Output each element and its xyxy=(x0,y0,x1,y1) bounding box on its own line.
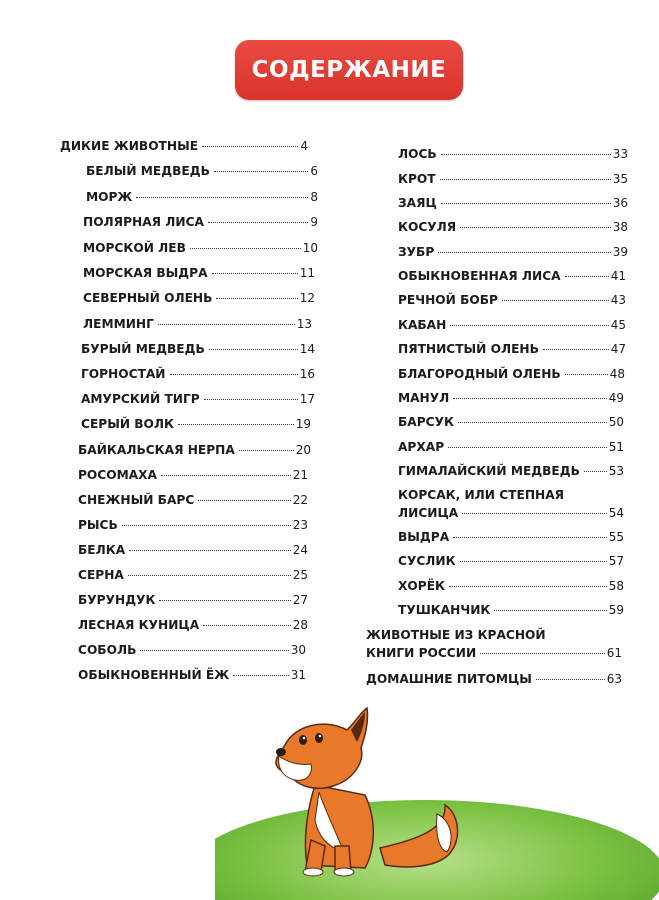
toc-entry-label: БУРУНДУК xyxy=(78,593,156,607)
dot-leader xyxy=(453,398,606,399)
toc-entry[interactable] xyxy=(78,667,306,683)
toc-entry-page: 19 xyxy=(295,417,311,431)
dot-leader xyxy=(565,374,608,375)
toc-entry-page: 43 xyxy=(610,293,626,307)
toc-entry-label: ОБЫКНОВЕННЫЙ ЁЖ xyxy=(78,668,230,682)
toc-entry[interactable] xyxy=(81,366,315,382)
toc-entry-label: ЖИВОТНЫЕ ИЗ КРАСНОЙ xyxy=(366,628,546,642)
toc-entry-label: МОРЖ xyxy=(86,190,133,204)
toc-entry-label: ОБЫКНОВЕННАЯ ЛИСА xyxy=(398,269,561,283)
toc-entry-label: БЕЛКА xyxy=(78,543,126,557)
toc-entry-page: 14 xyxy=(299,342,315,356)
toc-entry-page: 33 xyxy=(612,147,628,161)
toc-entry-page: 54 xyxy=(608,506,624,520)
toc-entry-label: МАНУЛ xyxy=(398,391,450,405)
toc-entry-label: СОБОЛЬ xyxy=(78,643,137,657)
toc-entry[interactable] xyxy=(398,341,626,357)
toc-entry-label: КНИГИ РОССИИ xyxy=(366,646,477,660)
toc-entry-page: 16 xyxy=(299,367,315,381)
toc-entry-page: 25 xyxy=(292,568,308,582)
dot-leader xyxy=(161,475,291,476)
toc-entry-label: ГИМАЛАЙСКИЙ МЕДВЕДЬ xyxy=(398,464,580,478)
toc-entry-label: ДИКИЕ ЖИВОТНЫЕ xyxy=(60,139,199,153)
toc-entry-label: ЛИСИЦА xyxy=(398,506,459,520)
page-title: СОДЕРЖАНИЕ xyxy=(251,57,447,83)
dot-leader xyxy=(460,561,607,562)
toc-entry-label: АМУРСКИЙ ТИГР xyxy=(81,392,200,406)
toc-entry[interactable] xyxy=(83,316,312,332)
toc-entry[interactable] xyxy=(398,553,624,569)
toc-entry-pets[interactable] xyxy=(366,671,622,687)
dot-leader xyxy=(212,273,298,274)
toc-entry-label: БЕЛЫЙ МЕДВЕДЬ xyxy=(86,164,210,178)
toc-entry[interactable] xyxy=(78,542,308,558)
dot-leader xyxy=(122,525,291,526)
toc-entry-label: ЛЕСНАЯ КУНИЦА xyxy=(78,618,200,632)
dot-leader xyxy=(453,537,607,538)
toc-entry[interactable] xyxy=(83,265,315,281)
toc-entry-label: ГОРНОСТАЙ xyxy=(81,367,166,381)
toc-entry[interactable] xyxy=(78,617,308,633)
toc-entry-label: ВЫДРА xyxy=(398,530,450,544)
toc-entry-label: ДОМАШНИЕ ПИТОМЦЫ xyxy=(366,672,532,686)
toc-entry-label: БАРСУК xyxy=(398,415,454,429)
toc-entry[interactable] xyxy=(78,567,308,583)
dot-leader xyxy=(129,550,291,551)
toc-entry[interactable] xyxy=(78,517,308,533)
dot-leader xyxy=(536,679,605,680)
toc-entry[interactable] xyxy=(78,442,311,458)
toc-entry-label: ТУШКАНЧИК xyxy=(398,603,491,617)
toc-entry-red-book[interactable] xyxy=(366,626,622,662)
toc-entry[interactable] xyxy=(398,414,624,430)
toc-entry-label: КОРСАК, ИЛИ СТЕПНАЯ xyxy=(398,488,565,502)
dot-leader xyxy=(480,653,605,654)
toc-entry[interactable] xyxy=(398,195,628,211)
toc-entry-label: РЫСЬ xyxy=(78,518,118,532)
toc-entry-multiline[interactable] xyxy=(398,486,624,522)
toc-entry[interactable] xyxy=(86,163,318,179)
toc-entry-label: БУРЫЙ МЕДВЕДЬ xyxy=(81,342,205,356)
toc-entry-label: КОСУЛЯ xyxy=(398,220,457,234)
toc-entry[interactable] xyxy=(398,219,628,235)
toc-entry-page: 27 xyxy=(292,593,308,607)
dot-leader xyxy=(460,227,611,228)
toc-entry-label: СЕРЫЙ ВОЛК xyxy=(81,417,175,431)
toc-entry-wild-animals[interactable] xyxy=(60,138,308,154)
toc-entry-page: 21 xyxy=(292,468,308,482)
toc-entry[interactable] xyxy=(398,317,626,333)
toc-entry[interactable] xyxy=(398,390,624,406)
toc-entry-page: 51 xyxy=(608,440,624,454)
dot-leader xyxy=(502,300,609,301)
dot-leader xyxy=(203,625,291,626)
dot-leader xyxy=(198,500,290,501)
dot-leader xyxy=(543,349,609,350)
toc-entry-page: 50 xyxy=(608,415,624,429)
contents-title-badge xyxy=(235,40,463,100)
toc-entry-page: 12 xyxy=(299,291,315,305)
toc-entry-page: 8 xyxy=(310,190,318,204)
toc-entry[interactable] xyxy=(78,642,306,658)
toc-entry-page: 24 xyxy=(292,543,308,557)
toc-entry-label: СНЕЖНЫЙ БАРС xyxy=(78,493,195,507)
toc-entry-page: 6 xyxy=(310,164,318,178)
toc-entry-page: 41 xyxy=(610,269,626,283)
dot-leader xyxy=(239,450,294,451)
toc-entry-label: КРОТ xyxy=(398,172,436,186)
toc-entry-page: 63 xyxy=(606,672,622,686)
toc-entry-page: 11 xyxy=(299,266,315,280)
dot-leader xyxy=(170,374,298,375)
toc-entry-label: ЛОСЬ xyxy=(398,147,437,161)
toc-entry-label: МОРСКОЙ ЛЕВ xyxy=(83,241,186,255)
toc-entry-page: 9 xyxy=(310,215,318,229)
toc-entry-label: СУСЛИК xyxy=(398,554,456,568)
dot-leader xyxy=(448,447,607,448)
toc-entry-page: 35 xyxy=(612,172,628,186)
toc-entry-page: 38 xyxy=(612,220,628,234)
toc-entry-page: 28 xyxy=(292,618,308,632)
toc-entry[interactable] xyxy=(78,592,308,608)
fox-eye xyxy=(299,735,307,745)
dot-leader xyxy=(565,276,609,277)
toc-entry-page: 57 xyxy=(608,554,624,568)
toc-entry-page: 20 xyxy=(295,443,311,457)
fox-nose xyxy=(276,748,286,756)
toc-entry-page: 53 xyxy=(608,464,624,478)
toc-entry[interactable] xyxy=(398,439,624,455)
toc-entry[interactable] xyxy=(398,529,624,545)
dot-leader xyxy=(190,248,301,249)
toc-entry-page: 13 xyxy=(296,317,312,331)
toc-entry[interactable] xyxy=(78,492,308,508)
toc-entry[interactable] xyxy=(398,292,626,308)
toc-entry-label: БЛАГОРОДНЫЙ ОЛЕНЬ xyxy=(398,367,561,381)
toc-entry-label: МОРСКАЯ ВЫДРА xyxy=(83,266,208,280)
dot-leader xyxy=(209,349,298,350)
dot-leader xyxy=(462,513,607,514)
toc-entry-page: 4 xyxy=(300,139,308,153)
toc-entry[interactable] xyxy=(398,244,628,260)
dot-leader xyxy=(140,650,288,651)
dot-leader xyxy=(584,471,607,472)
dot-leader xyxy=(159,600,290,601)
dot-leader xyxy=(233,675,289,676)
toc-entry[interactable] xyxy=(83,214,318,230)
toc-entry-page: 30 xyxy=(290,643,306,657)
toc-entry-page: 49 xyxy=(608,391,624,405)
toc-entry[interactable] xyxy=(78,467,308,483)
toc-entry[interactable] xyxy=(398,578,624,594)
toc-entry-page: 23 xyxy=(292,518,308,532)
dot-leader xyxy=(449,586,607,587)
dot-leader xyxy=(216,298,297,299)
toc-entry-label: РЕЧНОЙ БОБР xyxy=(398,293,498,307)
toc-entry-page: 59 xyxy=(608,603,624,617)
toc-entry[interactable] xyxy=(398,146,628,162)
toc-entry-page: 58 xyxy=(608,579,624,593)
dot-leader xyxy=(128,575,291,576)
toc-entry-label: БАЙКАЛЬСКАЯ НЕРПА xyxy=(78,443,235,457)
toc-entry-label: СЕРНА xyxy=(78,568,124,582)
dot-leader xyxy=(441,154,611,155)
toc-entry-page: 39 xyxy=(612,245,628,259)
toc-entry[interactable] xyxy=(398,366,625,382)
toc-entry[interactable] xyxy=(398,171,628,187)
fox-sitting-icon xyxy=(215,700,659,900)
toc-entry-page: 36 xyxy=(612,196,628,210)
toc-entry[interactable] xyxy=(86,189,318,205)
toc-entry[interactable] xyxy=(398,463,624,479)
dot-leader xyxy=(178,424,294,425)
dot-leader xyxy=(441,203,611,204)
toc-entry-label: АРХАР xyxy=(398,440,445,454)
toc-entry-page: 55 xyxy=(608,530,624,544)
toc-entry-page: 10 xyxy=(302,241,318,255)
toc-entry-label: ПОЛЯРНАЯ ЛИСА xyxy=(83,215,204,229)
dot-leader xyxy=(204,399,298,400)
dot-leader xyxy=(494,610,606,611)
dot-leader xyxy=(208,222,308,223)
dot-leader xyxy=(458,422,607,423)
toc-entry-page: 17 xyxy=(299,392,315,406)
dot-leader xyxy=(450,325,608,326)
toc-entry[interactable] xyxy=(81,341,315,357)
toc-entry[interactable] xyxy=(398,268,626,284)
toc-entry-page: 31 xyxy=(290,668,306,682)
toc-entry-label: ПЯТНИСТЫЙ ОЛЕНЬ xyxy=(398,342,539,356)
toc-entry-label: РОСОМАХА xyxy=(78,468,157,482)
dot-leader xyxy=(158,324,295,325)
toc-entry[interactable] xyxy=(398,602,624,618)
dot-leader xyxy=(136,197,308,198)
toc-entry-label: СЕВЕРНЫЙ ОЛЕНЬ xyxy=(83,291,213,305)
toc-entry-label: ЗАЯЦ xyxy=(398,196,437,210)
toc-entry[interactable] xyxy=(83,240,318,256)
toc-entry-page: 48 xyxy=(609,367,625,381)
dot-leader xyxy=(214,171,308,172)
toc-entry[interactable] xyxy=(83,290,315,306)
toc-entry[interactable] xyxy=(81,391,315,407)
dot-leader xyxy=(438,252,610,253)
toc-entry-page: 22 xyxy=(292,493,308,507)
toc-entry-page: 47 xyxy=(610,342,626,356)
toc-entry-label: ЗУБР xyxy=(398,245,435,259)
toc-entry-label: ЛЕММИНГ xyxy=(83,317,154,331)
toc-entry[interactable] xyxy=(81,416,311,432)
toc-entry-label: ХОРЁК xyxy=(398,579,445,593)
toc-entry-label: КАБАН xyxy=(398,318,447,332)
toc-entry-page: 45 xyxy=(610,318,626,332)
dot-leader xyxy=(202,146,298,147)
toc-entry-page: 61 xyxy=(606,646,622,660)
dot-leader xyxy=(440,179,611,180)
